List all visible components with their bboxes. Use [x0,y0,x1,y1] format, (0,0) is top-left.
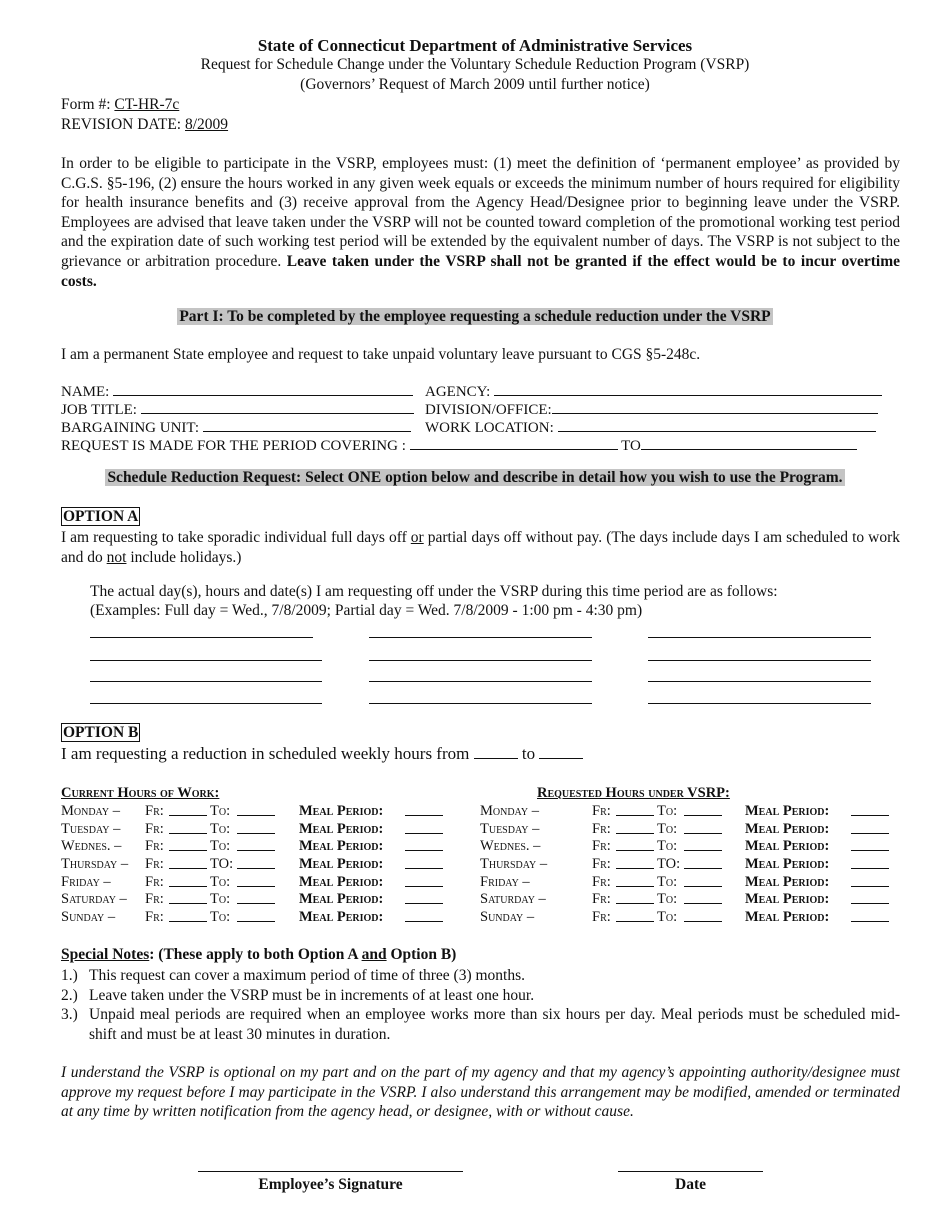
part1-statement: I am a permanent State employee and request to take unpaid voluntary leave pursuant to CGS §5-248c. [61,346,701,363]
day-blank[interactable] [90,680,322,682]
special-notes-heading: Special Notes: (These apply to both Option A and Option B) [61,946,457,963]
signature-line[interactable] [198,1170,463,1172]
work-location-field[interactable] [558,418,876,432]
to-label: To: [657,838,678,855]
to-time-field[interactable] [237,874,275,893]
form-title: State of Connecticut Department of Administrative Services [257,36,693,55]
from-time-field[interactable] [169,909,207,928]
day-blank[interactable] [648,636,871,638]
to-time-field[interactable] [684,909,722,928]
from-label: Fr: [592,891,611,908]
to-time-field[interactable] [684,803,722,822]
meal-period-label: Meal Period: [299,873,384,890]
from-label: Fr: [592,909,611,926]
bargaining-row: BARGAINING UNIT: [61,418,411,436]
hours-to-field[interactable] [539,745,583,759]
meal-period-label: Meal Period: [299,838,384,855]
bargaining-unit-field[interactable] [203,418,411,432]
day-label: Thursday – [480,856,548,873]
form-number: Form #: CT-HR-7c [61,96,180,113]
day-label: Sunday – [61,909,116,926]
day-label: Saturday – [61,891,127,908]
from-label: Fr: [592,803,611,819]
meal-period-label: Meal Period: [299,856,384,873]
day-label: Friday – [480,873,530,890]
revision-date: REVISION DATE: 8/2009 [61,116,229,133]
date-line[interactable] [618,1170,763,1172]
from-label: Fr: [145,803,164,819]
from-label: Fr: [145,909,164,926]
option-a-description: I am requesting to take sporadic individual full days off or partial days off without pay. (The days include days I am scheduled to work and do not include holidays.) [61,529,900,566]
to-time-field[interactable] [684,874,722,893]
to-label: To: [210,803,231,819]
to-time-field[interactable] [684,838,722,857]
employee-signature-label: Employee’s Signature [258,1176,403,1193]
day-label: Thursday – [61,856,129,873]
day-label: Monday – [61,803,120,819]
from-label: Fr: [592,838,611,855]
to-label: To: [210,838,231,855]
from-time-field[interactable] [169,856,207,875]
to-time-field[interactable] [237,909,275,928]
special-note-2: 2.) Leave taken under the VSRP must be in increments of at least one hour. [61,987,535,1004]
meal-period-field[interactable] [405,803,443,822]
agency-row: AGENCY: [425,382,882,400]
meal-period-field[interactable] [851,891,889,910]
hours-from-field[interactable] [474,745,518,759]
meal-period-label: Meal Period: [745,803,830,819]
meal-period-label: Meal Period: [745,856,830,873]
from-time-field[interactable] [169,838,207,857]
job-title-field[interactable] [141,400,414,414]
to-label: To: [210,909,231,926]
meal-period-field[interactable] [405,856,443,875]
period-to-field[interactable] [641,436,857,450]
from-time-field[interactable] [169,874,207,893]
meal-period-field[interactable] [405,891,443,910]
day-label: Saturday – [480,891,546,908]
day-label: Sunday – [480,909,535,926]
period-row: REQUEST IS MADE FOR THE PERIOD COVERING : TO [61,436,857,454]
meal-period-field[interactable] [405,838,443,857]
meal-period-field[interactable] [851,838,889,857]
from-time-field[interactable] [616,909,654,928]
job-title-row: JOB TITLE: [61,400,414,418]
from-time-field[interactable] [616,838,654,857]
form-subtitle-note: (Governors’ Request of March 2009 until further notice) [300,76,650,93]
from-label: Fr: [145,820,164,837]
from-time-field[interactable] [616,891,654,910]
day-blank[interactable] [90,636,313,638]
to-time-field[interactable] [237,821,275,840]
meal-period-field[interactable] [405,909,443,928]
day-label: Wednes. – [480,838,541,855]
from-label: Fr: [145,838,164,855]
meal-period-field[interactable] [405,821,443,840]
from-time-field[interactable] [616,874,654,893]
special-note-3: 3.) Unpaid meal periods are required when an employee works more than six hours per day. Meal periods must be scheduled mid-shift and must be at least 30 minutes in duration. [61,1006,900,1043]
day-blank[interactable] [90,702,322,704]
meal-period-field[interactable] [851,909,889,928]
meal-period-label: Meal Period: [745,838,830,855]
from-label: Fr: [592,856,611,873]
meal-period-label: Meal Period: [299,820,384,837]
day-blank[interactable] [648,659,871,661]
to-label: TO: [210,856,234,873]
from-label: Fr: [592,820,611,837]
to-time-field[interactable] [684,891,722,910]
to-label: To: [657,873,678,890]
option-a-detail: The actual day(s), hours and date(s) I am requesting off under the VSRP during this time period are as follows: [90,583,778,600]
to-label: To: [657,820,678,837]
division-field[interactable] [552,400,878,414]
meal-period-label: Meal Period: [745,820,830,837]
meal-period-label: Meal Period: [745,891,830,908]
meal-period-field[interactable] [851,874,889,893]
from-label: Fr: [145,891,164,908]
day-blank[interactable] [369,702,592,704]
to-label: To: [657,891,678,908]
meal-period-label: Meal Period: [299,909,384,926]
acknowledgement-text: I understand the VSRP is optional on my part and on the part of my agency and that my agency’s appointing authority/designee must approve my request before I may participate in the VSRP. I also understand this arrangement may be modified, amended or terminated at any time by written notification from the agency head, or designee, with or without cause. [61,1064,900,1121]
to-time-field[interactable] [684,821,722,840]
option-b-description: I am requesting a reduction in scheduled weekly hours from to [61,744,583,764]
from-time-field[interactable] [169,803,207,822]
day-label: Monday – [480,803,539,819]
period-from-field[interactable] [410,436,618,450]
to-label: To: [657,909,678,926]
option-b-label: OPTION B [63,724,139,741]
to-label: To: [210,820,231,837]
day-blank[interactable] [648,680,871,682]
from-time-field[interactable] [169,891,207,910]
eligibility-paragraph: In order to be eligible to participate in the VSRP, employees must: (1) meet the definition of ‘permanent employee’ as provided by C.G.S. §5-196, (2) ensure the hours worked in any given week equals or exceeds the minimum number of hours required for eligibility for health insurance benefits and (3) receive approval from the Agency Head/Designee prior to beginning leave under the VSRP. Employees are advised that leave taken under the VSRP will not be counted toward completion of the promotional working test period and the expiration date of such working test period will be extended by the equivalent number of days. The VSRP is not subject to the grievance or arbitration procedure. Leave taken under the VSRP shall not be granted if the effect would be to incur overtime costs. [61,155,900,290]
day-label: Wednes. – [61,838,122,855]
day-label: Tuesday – [61,820,121,837]
day-blank[interactable] [369,636,592,638]
to-time-field[interactable] [237,856,275,875]
division-row: DIVISION/OFFICE: [425,400,878,418]
from-label: Fr: [145,873,164,890]
to-time-field[interactable] [237,838,275,857]
name-field[interactable] [113,382,413,396]
form-subtitle: Request for Schedule Change under the Voluntary Schedule Reduction Program (VSRP) [200,56,750,73]
agency-field[interactable] [494,382,882,396]
meal-period-field[interactable] [851,821,889,840]
special-note-1: 1.) This request can cover a maximum period of time of three (3) months. [61,967,526,984]
meal-period-field[interactable] [851,803,889,822]
from-time-field[interactable] [616,803,654,822]
day-label: Tuesday – [480,820,540,837]
day-blank[interactable] [90,659,322,661]
to-label: To: [210,891,231,908]
part1-heading: Part I: To be completed by the employee requesting a schedule reduction under the VSRP [179,308,771,325]
meal-period-field[interactable] [405,874,443,893]
to-label: TO: [657,856,681,873]
meal-period-label: Meal Period: [299,803,384,819]
day-blank[interactable] [369,680,592,682]
from-time-field[interactable] [616,856,654,875]
requested-hours-heading: Requested Hours under VSRP: [537,785,730,801]
from-time-field[interactable] [616,821,654,840]
option-a-label: OPTION A [63,508,139,525]
to-label: To: [210,873,231,890]
name-row: NAME: [61,382,413,400]
from-label: Fr: [592,873,611,890]
meal-period-label: Meal Period: [745,909,830,926]
current-hours-heading: Current Hours of Work: [61,785,220,801]
meal-period-field[interactable] [851,856,889,875]
to-time-field[interactable] [237,803,275,822]
day-blank[interactable] [369,659,592,661]
date-label: Date [675,1176,706,1193]
day-label: Friday – [61,873,111,890]
from-label: Fr: [145,856,164,873]
overtime-notice: Leave taken under the VSRP shall not be granted if the effect would be to incur overtime costs. [61,252,900,290]
to-label: To: [657,803,678,819]
meal-period-label: Meal Period: [745,873,830,890]
day-blank[interactable] [648,702,871,704]
meal-period-label: Meal Period: [299,891,384,908]
schedule-reduction-heading: Schedule Reduction Request: Select ONE option below and describe in detail how you wish to use the Program. [107,469,843,486]
option-a-examples: (Examples: Full day = Wed., 7/8/2009; Partial day = Wed. 7/8/2009 - 1:00 pm - 4:30 pm) [90,602,643,619]
to-time-field[interactable] [237,891,275,910]
from-time-field[interactable] [169,821,207,840]
work-location-row: WORK LOCATION: [425,418,876,436]
to-time-field[interactable] [684,856,722,875]
